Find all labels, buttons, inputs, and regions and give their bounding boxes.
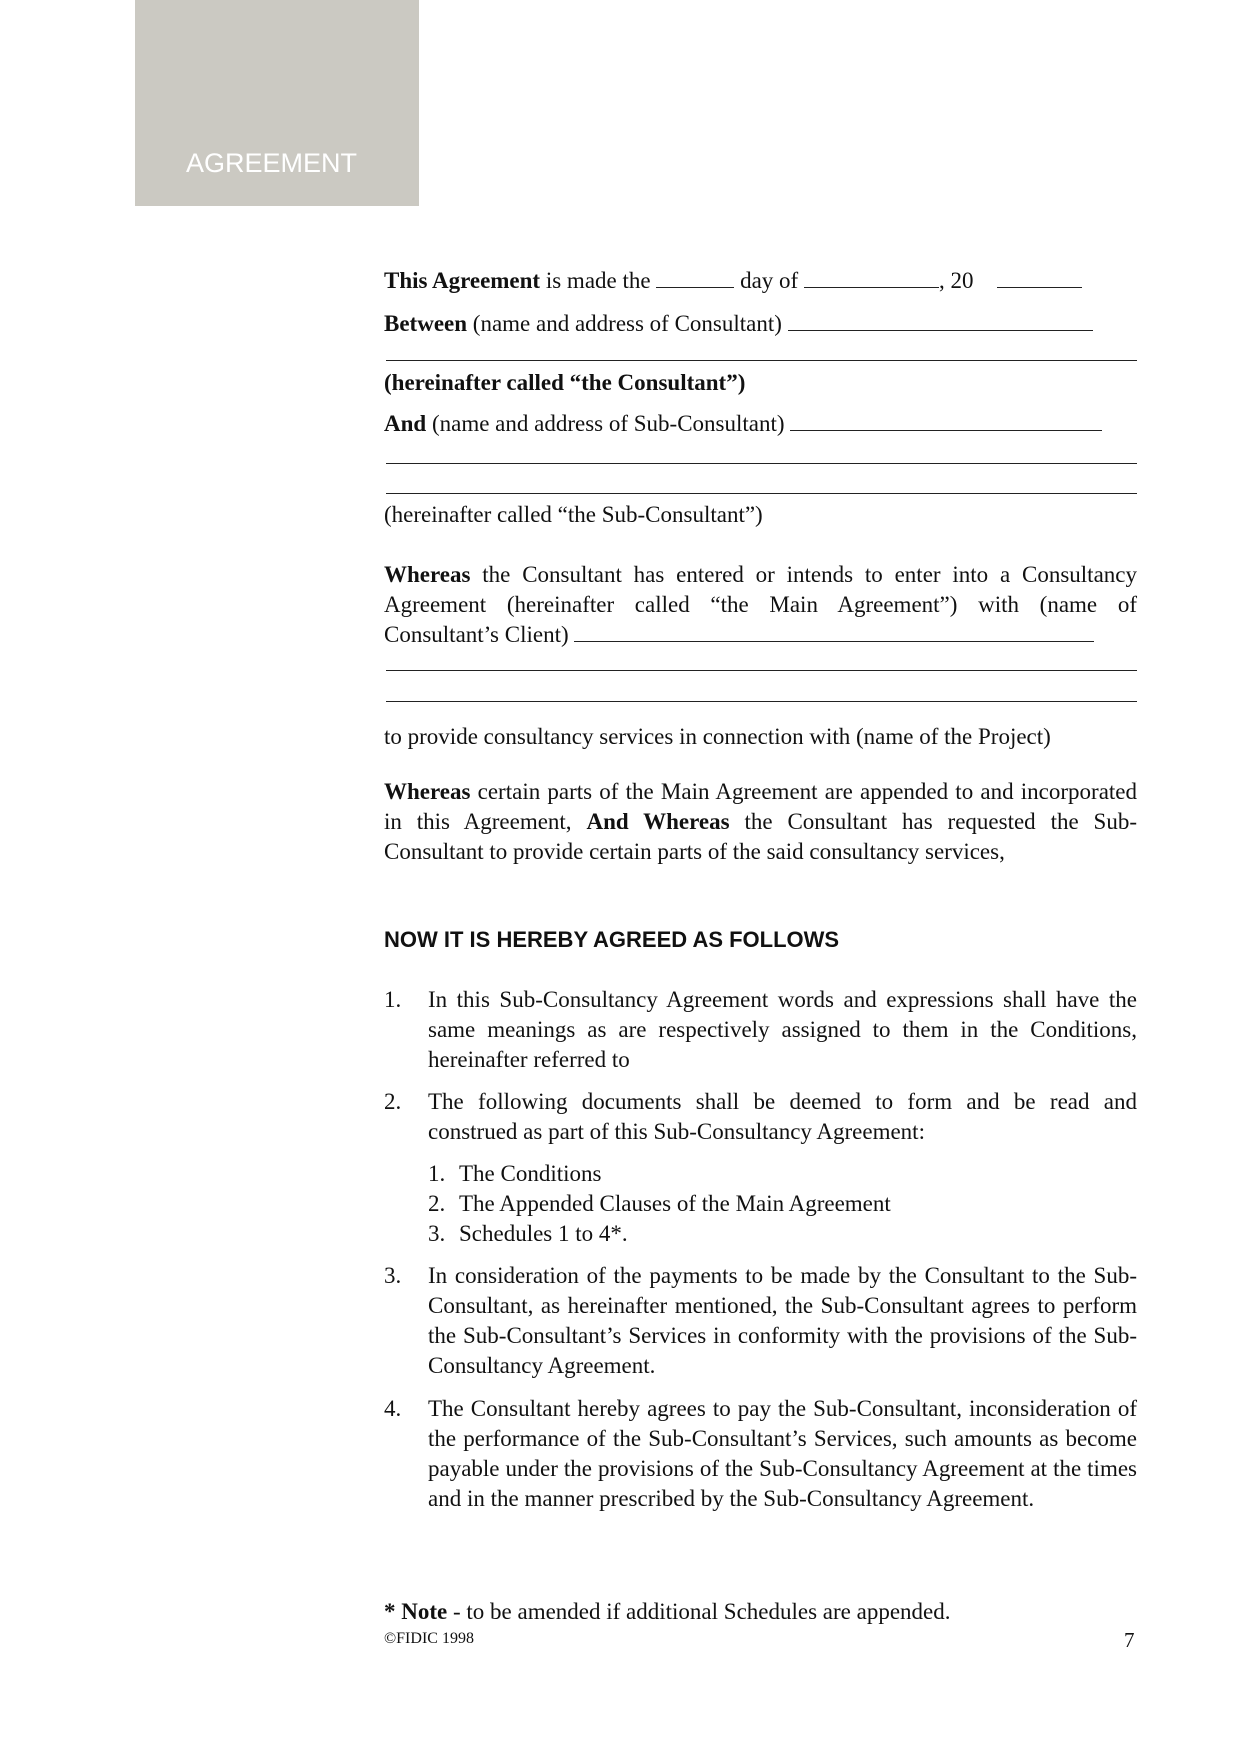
clause-text: In consideration of the payments to be made by the Consultant to the Sub-Consultant, as hereinafter mentioned, the Sub-Consultant agrees to perform the Sub-Consultant’s Services in conformity with the provisions of the Sub-Consultancy Agreement. xyxy=(428,1263,1137,1378)
consultant-address-line[interactable] xyxy=(386,360,1137,361)
text: certain parts of the Main Agreement are appended to and incorporated in this Agreement, xyxy=(384,779,1137,834)
text: the Consultant has requested the Sub-Consultant to provide certain parts of the said consultancy services, xyxy=(384,809,1138,864)
item-number: 2. xyxy=(428,1191,446,1216)
clause-number: 2. xyxy=(384,1089,402,1114)
item-text: Schedules 1 to 4*. xyxy=(459,1221,628,1246)
note-text: - to be amended if additional Schedules are appended. xyxy=(447,1599,951,1624)
label: Whereas xyxy=(384,779,471,804)
text: (name and address of Consultant) xyxy=(467,311,788,336)
between-line xyxy=(384,309,1137,339)
consultant-blank[interactable] xyxy=(788,310,1093,331)
client-blank[interactable] xyxy=(574,621,1094,642)
label: Between xyxy=(384,311,468,336)
section-tab xyxy=(135,0,419,206)
client-line[interactable] xyxy=(386,670,1137,671)
project-line: to provide consultancy services in connection with (name of the Project) xyxy=(384,724,1051,749)
document-item xyxy=(428,1159,601,1189)
subconsultant-address-line[interactable] xyxy=(386,463,1137,464)
label: And Whereas xyxy=(586,809,730,834)
consultant-called: (hereinafter called “the Consultant”) xyxy=(384,370,746,395)
clause-text: The Consultant hereby agrees to pay the Sub-Consultant, inconsideration of the performance of the Sub-Consultant’s Services, such amounts as become payable under the provisions of the Sub-Consultancy Agreement at the times and in the manner prescribed by the Sub-Consultancy Agreement. xyxy=(428,1396,1137,1511)
text: (name and address of Sub-Consultant) xyxy=(426,411,791,436)
text: , 20 xyxy=(938,268,980,293)
date-line xyxy=(384,266,1137,296)
clause-4 xyxy=(384,1394,1137,1514)
subconsultant-address-line[interactable] xyxy=(386,493,1137,494)
clause-2 xyxy=(384,1087,1137,1147)
copyright: ©FIDIC 1998 xyxy=(384,1630,474,1647)
label: Whereas xyxy=(384,562,471,587)
whereas-paragraph-2 xyxy=(384,777,1137,867)
day-blank[interactable] xyxy=(656,267,734,288)
clause-number: 1. xyxy=(384,987,402,1012)
text: day of xyxy=(734,268,804,293)
label: And xyxy=(384,411,427,436)
text: is made the xyxy=(540,268,657,293)
item-number: 1. xyxy=(428,1161,446,1186)
whereas-paragraph-1 xyxy=(384,560,1137,650)
subconsultant-called: (hereinafter called “the Sub-Consultant”) xyxy=(384,502,763,527)
and-line xyxy=(384,409,1137,439)
text: the Consultant has entered or intends to enter into a Consultancy Agreement (hereinafter called “the Main Agreement”) with (name of Consultant’s Client) xyxy=(384,562,1137,647)
document-item xyxy=(428,1219,628,1249)
note-label: * Note xyxy=(384,1599,448,1624)
label: This Agreement xyxy=(384,268,541,293)
item-text: The Appended Clauses of the Main Agreement xyxy=(459,1191,891,1216)
clause-text: The following documents shall be deemed to form and be read and construed as part of this Sub-Consultancy Agreement: xyxy=(428,1089,1137,1144)
footnote xyxy=(384,1597,1137,1627)
clause-1 xyxy=(384,985,1137,1075)
clause-number: 4. xyxy=(384,1396,402,1421)
section-title: AGREEMENT xyxy=(186,148,358,178)
section-heading: NOW IT IS HEREBY AGREED AS FOLLOWS xyxy=(384,927,840,952)
month-blank[interactable] xyxy=(804,267,939,288)
clause-text: In this Sub-Consultancy Agreement words and expressions shall have the same meanings as are respectively assigned to them in the Conditions, hereinafter referred to xyxy=(428,987,1137,1072)
clause-3 xyxy=(384,1261,1137,1381)
page-number: 7 xyxy=(1124,1628,1135,1652)
subconsultant-blank[interactable] xyxy=(790,410,1102,431)
clause-number: 3. xyxy=(384,1263,402,1288)
client-line[interactable] xyxy=(386,701,1137,702)
item-number: 3. xyxy=(428,1221,446,1246)
document-item xyxy=(428,1189,891,1219)
year-blank[interactable] xyxy=(997,267,1082,288)
item-text: The Conditions xyxy=(459,1161,602,1186)
